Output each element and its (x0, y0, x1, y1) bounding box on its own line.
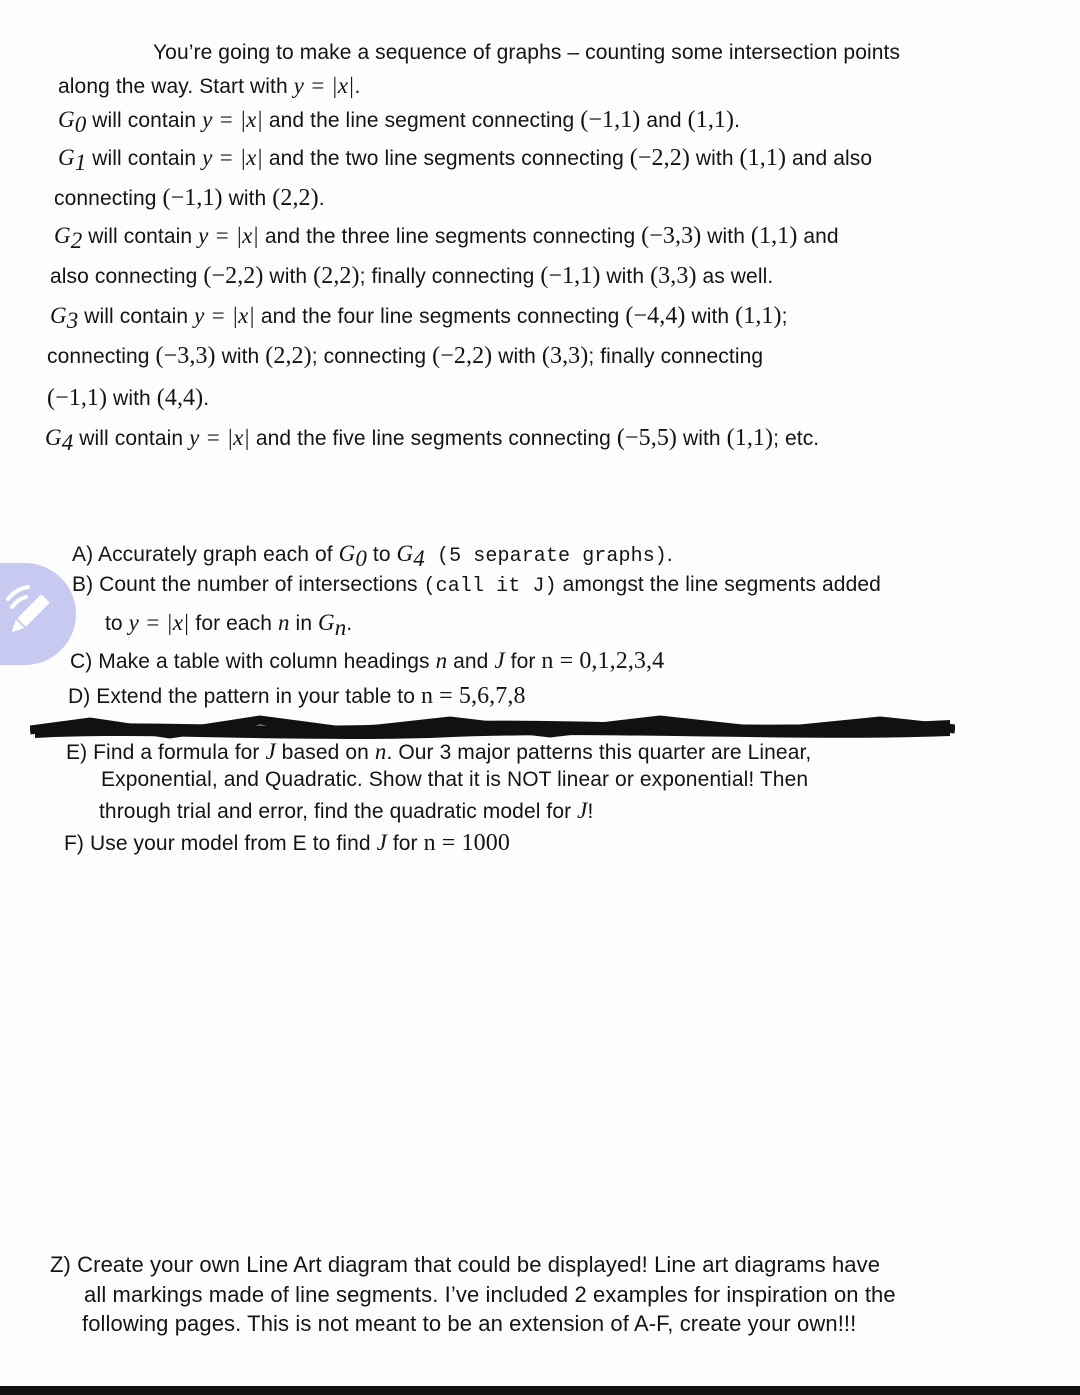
edit-pencil-button[interactable] (0, 563, 76, 665)
task-z-line-3: following pages. This is not meant to be an extension of A-F, create your own!!! (82, 1311, 857, 1336)
task-e-line-3: through trial and error, find the quadratic model for J! (99, 798, 594, 823)
task-d: D) Extend the pattern in your table to n = 5,6,7,8 (68, 683, 526, 709)
g3-line-2: connecting (−3,3) with (2,2); connecting (−2,2) with (3,3); finally connecting (47, 343, 764, 369)
task-c: C) Make a table with column headings n and J for n = 0,1,2,3,4 (70, 648, 665, 674)
task-e-line-2: Exponential, and Quadratic. Show that it is NOT linear or exponential! Then (101, 768, 809, 791)
task-f: F) Use your model from E to find J for n = 1000 (64, 830, 510, 856)
g3-line-3: (−1,1) with (4,4). (47, 385, 210, 411)
task-b-line-1: B) Count the number of intersections (call it J) amongst the line segments added (72, 573, 881, 598)
g0-line: $G_0$ will contain y = |x| and the line segment connecting (−1,1) and (1,1). (58, 107, 741, 138)
g1-line-1: $G_1$ will contain y = |x| and the two line segments connecting (−2,2) with (1,1) and also (58, 145, 873, 176)
task-e-line-1: E) Find a formula for J based on n. Our 3 major patterns this quarter are Linear, (66, 739, 812, 764)
g3-line-1: $G_3$ will contain y = |x| and the four line segments connecting (−4,4) with (1,1); (50, 303, 788, 334)
task-a: A) Accurately graph each of $G_0$ to $G_4$ (5 separate graphs). (72, 541, 673, 572)
g1-line-2: connecting (−1,1) with (2,2). (54, 185, 325, 211)
task-b-line-2: to y = |x| for each n in $G_n$. (105, 610, 353, 641)
task-z-line-2: all markings made of line segments. I’ve included 2 examples for inspiration on the (84, 1282, 896, 1307)
intro-line-2: along the way. Start with y = |x|. (58, 73, 361, 98)
intro-line-1: You’re going to make a sequence of graphs – counting some intersection points (153, 41, 901, 64)
task-z-line-1: Z) Create your own Line Art diagram that could be displayed! Line art diagrams have (50, 1252, 881, 1277)
g2-line-2: also connecting (−2,2) with (2,2); finally connecting (−1,1) with (3,3) as well. (50, 263, 774, 289)
g2-line-1: $G_2$ will contain y = |x| and the three line segments connecting (−3,3) with (1,1) and (54, 223, 839, 254)
bottom-edge-bar (0, 1386, 1080, 1395)
pencil-icon (0, 563, 76, 665)
g4-line: $G_4$ will contain y = |x| and the five line segments connecting (−5,5) with (1,1); etc. (45, 425, 820, 456)
